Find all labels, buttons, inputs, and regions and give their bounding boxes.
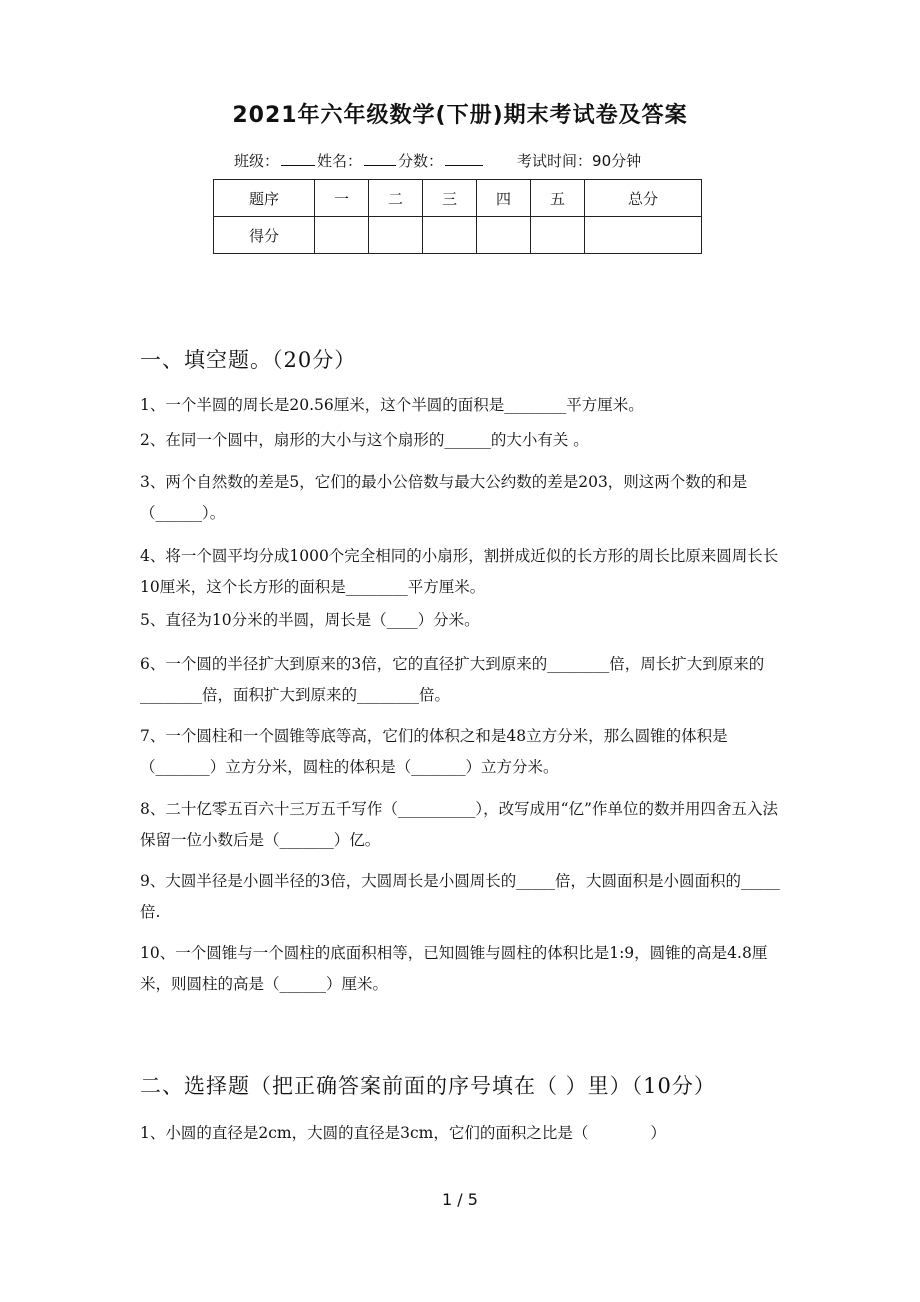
score-table	[213, 179, 702, 254]
question-1-2: 2、在同一个圆中，扇形的大小与这个扇形的______的大小有关 。	[140, 431, 589, 449]
header-cell-1: 一	[315, 180, 369, 217]
class-blank[interactable]	[281, 151, 315, 166]
question-1-6: 6、一个圆的半径扩大到原来的3倍，它的直径扩大到原来的________倍，周长扩大到原来的________倍，面积扩大到原来的________倍。	[140, 655, 765, 704]
header-cell-4: 四	[477, 180, 531, 217]
question-1-5: 5、直径为10分米的半圆，周长是（____）分米。	[140, 611, 480, 629]
question-2-1: 1、小圆的直径是2cm，大圆的直径是3cm，它们的面积之比是（ ）	[140, 1124, 666, 1142]
score-cell-5[interactable]	[531, 217, 585, 254]
score-table-score-row	[214, 217, 702, 254]
question-1-8: 8、二十亿零五百六十三万五千写作（__________），改写成用“亿”作单位的数并用四舍五入法保留一位小数后是（_______）亿。	[140, 800, 778, 849]
header-cell-5: 五	[531, 180, 585, 217]
header-cell-2: 二	[369, 180, 423, 217]
document-title: 2021年六年级数学(下册)期末考试卷及答案	[232, 103, 688, 128]
score-label: 分数：	[398, 152, 444, 170]
score-table-header-row	[214, 180, 702, 217]
score-cell-total[interactable]	[585, 217, 702, 254]
score-cell-3[interactable]	[423, 217, 477, 254]
class-label: 班级：	[234, 152, 280, 170]
question-1-3: 3、两个自然数的差是5，它们的最小公倍数与最大公约数的差是203，则这两个数的和是（______）。	[140, 473, 748, 522]
score-cell-1[interactable]	[315, 217, 369, 254]
page-number: 1 / 5	[442, 1190, 478, 1209]
student-info-line	[234, 150, 704, 171]
score-cell-2[interactable]	[369, 217, 423, 254]
name-label: 姓名：	[317, 152, 363, 170]
score-blank[interactable]	[445, 151, 483, 166]
section-1-heading: 一、填空题。（20分）	[140, 348, 357, 372]
score-cell-4[interactable]	[477, 217, 531, 254]
question-1-4: 4、将一个圆平均分成1000个完全相同的小扇形，割拼成近似的长方形的周长比原来圆周长长10厘米，这个长方形的面积是________平方厘米。	[140, 547, 779, 596]
name-blank[interactable]	[364, 151, 396, 166]
time-label: 考试时间：90分钟	[517, 152, 642, 170]
question-1-7: 7、一个圆柱和一个圆锥等底等高，它们的体积之和是48立方分米，那么圆锥的体积是（_______）立方分米，圆柱的体积是（_______）立方分米。	[140, 727, 728, 776]
question-1-9: 9、大圆半径是小圆半径的3倍，大圆周长是小圆周长的_____倍，大圆面积是小圆面积的_____倍.	[140, 872, 780, 921]
question-1-1: 1、一个半圆的周长是20.56厘米，这个半圆的面积是________平方厘米。	[140, 396, 644, 414]
header-cell-order: 题序	[214, 180, 315, 217]
question-1-10: 10、一个圆锥与一个圆柱的底面积相等，已知圆锥与圆柱的体积比是1:9，圆锥的高是4.8厘米，则圆柱的高是（______）厘米。	[140, 944, 768, 993]
section-2-heading: 二、选择题（把正确答案前面的序号填在（ ）里）（10分）	[140, 1074, 716, 1098]
score-row-label: 得分	[214, 217, 315, 254]
header-cell-3: 三	[423, 180, 477, 217]
header-cell-total: 总分	[585, 180, 702, 217]
